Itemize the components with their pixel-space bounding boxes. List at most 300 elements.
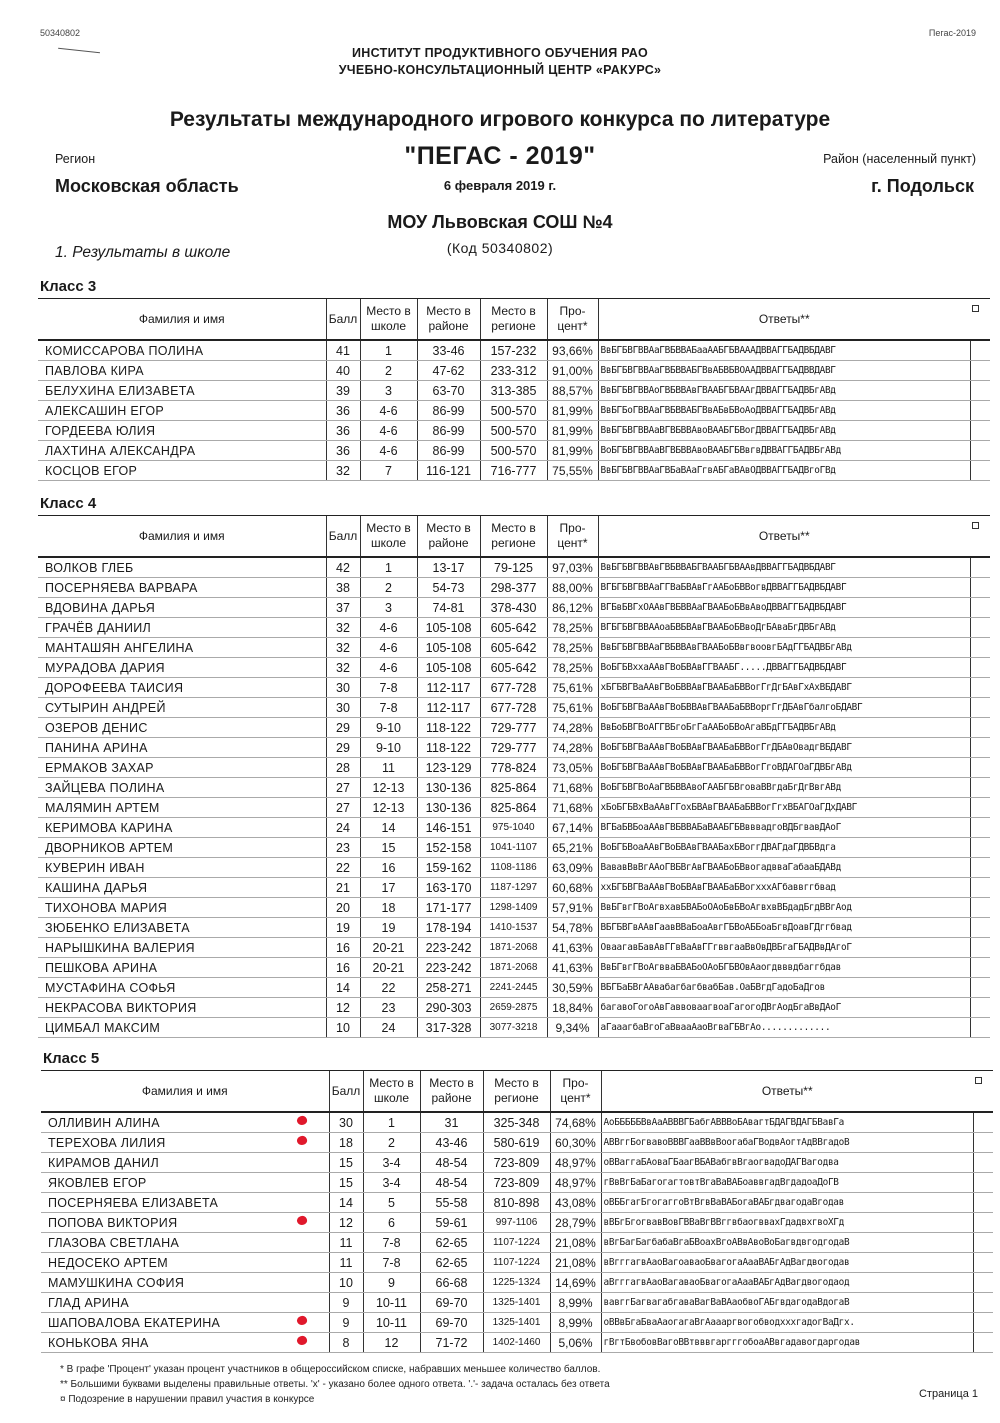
cell-answers: ВвБГБВГВВАвГВБВВАБГВААБГБВААвДВВАГГБАДВБДАВГ	[598, 557, 970, 578]
cell-score: 15	[329, 1153, 363, 1173]
student-name: КЕРИМОВА КАРИНА	[45, 820, 173, 835]
cell-name	[38, 798, 326, 818]
cell-school-place: 2	[360, 361, 417, 381]
cell-school-place: 10-11	[363, 1293, 420, 1313]
cell-suspicion	[970, 658, 990, 678]
cell-answers: вавггБагвагабгаваВагВаВАаобвоГАБгвдагодаВдогаВ	[601, 1293, 973, 1313]
class-5-title: Класс 5	[43, 1050, 100, 1067]
cell-district-place: 55-58	[420, 1193, 483, 1213]
cell-district-place: 290-303	[417, 998, 480, 1018]
cell-suspicion	[970, 918, 990, 938]
cell-score: 41	[326, 340, 360, 361]
cell-answers: АоБББББВвАаАВВВГБабгАВВВоБАвагтБДАГВДАГБВавГа	[601, 1112, 973, 1133]
cell-answers: оВББгагБгогаггоВтВгвВаВАБогаВАБгдвагодаВгодав	[601, 1193, 973, 1213]
cell-name	[38, 818, 326, 838]
cell-region-place: 677-728	[480, 678, 547, 698]
cell-school-place: 1	[360, 340, 417, 361]
cell-answers: хБоБГБВхВаААвГГохБВАвГВААБаБВВогГгхВБАГОаГДхДАВГ	[598, 798, 970, 818]
cell-score: 16	[326, 938, 360, 958]
cell-school-place: 4-6	[360, 401, 417, 421]
column-header-percent: Про-цент*	[550, 1071, 601, 1113]
cell-percent: 63,09%	[547, 858, 598, 878]
cell-score: 10	[326, 1018, 360, 1038]
student-name: ЛАХТИНА АЛЕКСАНДРА	[45, 443, 196, 458]
cell-district-place: 163-170	[417, 878, 480, 898]
cell-name	[38, 381, 326, 401]
cell-district-place: 86-99	[417, 441, 480, 461]
cell-suspicion	[973, 1233, 993, 1253]
cell-score: 18	[329, 1133, 363, 1153]
cell-district-place: 47-62	[417, 361, 480, 381]
cell-suspicion	[970, 1018, 990, 1038]
table-row	[38, 998, 990, 1018]
student-name: КОМИССАРОВА ПОЛИНА	[45, 343, 204, 358]
table-row	[41, 1293, 993, 1313]
cell-school-place: 12-13	[360, 798, 417, 818]
cell-score: 15	[329, 1173, 363, 1193]
footnote-percent: * В графе 'Процент' указан процент участников в общероссийском списке, набравших меньшее количество баллов.	[60, 1364, 601, 1375]
cell-name	[41, 1133, 329, 1153]
cell-district-place: 86-99	[417, 421, 480, 441]
cell-region-place: 605-642	[480, 618, 547, 638]
table-row	[41, 1273, 993, 1293]
column-header-school-place: Место в школе	[363, 1071, 420, 1113]
cell-score: 40	[326, 361, 360, 381]
cell-percent: 48,97%	[550, 1173, 601, 1193]
cell-district-place: 62-65	[420, 1253, 483, 1273]
cell-answers: ВГБаБВБоаААвГВБВВАБаВААБГБВвввадгоВДБгвавДАоГ	[598, 818, 970, 838]
cell-name	[41, 1293, 329, 1313]
cell-name	[41, 1313, 329, 1333]
cell-score: 32	[326, 461, 360, 481]
cell-district-place: 159-162	[417, 858, 480, 878]
column-header-school-place: Место в школе	[360, 299, 417, 341]
student-name: КИРАМОВ ДАНИЛ	[48, 1155, 159, 1170]
cell-answers: вВгБагБагбабаВгаБВоахВгоАВвАвоВоБагвдвгодгодаВ	[601, 1233, 973, 1253]
cell-suspicion	[973, 1293, 993, 1313]
column-header-name: Фамилия и имя	[41, 1071, 329, 1113]
cell-name	[38, 658, 326, 678]
cell-region-place: 1325-1401	[483, 1313, 550, 1333]
student-name: МАМУШКИНА СОФИЯ	[48, 1275, 185, 1290]
cell-district-place: 69-70	[420, 1293, 483, 1313]
cell-school-place: 19	[360, 918, 417, 938]
cell-region-place: 729-777	[480, 738, 547, 758]
cell-region-place: 1410-1537	[480, 918, 547, 938]
cell-name	[38, 978, 326, 998]
cell-name	[38, 698, 326, 718]
cell-region-place: 1298-1409	[480, 898, 547, 918]
cell-region-place: 810-898	[483, 1193, 550, 1213]
student-name: ДОРОФЕЕВА ТАИСИЯ	[45, 680, 184, 695]
cell-district-place: 33-46	[417, 340, 480, 361]
cell-score: 8	[329, 1333, 363, 1353]
cell-score: 12	[329, 1213, 363, 1233]
student-name: КУВЕРИН ИВАН	[45, 860, 145, 875]
cell-region-place: 233-312	[480, 361, 547, 381]
table-row	[38, 958, 990, 978]
student-name: ЗАЙЦЕВА ПОЛИНА	[45, 780, 165, 795]
student-name: НЕДОСЕКО АРТЕМ	[48, 1255, 168, 1270]
district-label: Район (населенный пункт)	[823, 152, 976, 166]
region-value: Московская область	[55, 176, 239, 196]
cell-suspicion	[970, 718, 990, 738]
cell-name	[38, 918, 326, 938]
cell-school-place: 15	[360, 838, 417, 858]
cell-school-place: 7-8	[363, 1233, 420, 1253]
cell-score: 36	[326, 401, 360, 421]
cell-school-place: 7	[360, 461, 417, 481]
cell-score: 36	[326, 441, 360, 461]
cell-name	[38, 998, 326, 1018]
cell-percent: 48,97%	[550, 1153, 601, 1173]
cell-school-place: 24	[360, 1018, 417, 1038]
cell-region-place: 1225-1324	[483, 1273, 550, 1293]
cell-suspicion	[970, 618, 990, 638]
cell-suspicion	[970, 858, 990, 878]
cell-region-place: 605-642	[480, 658, 547, 678]
cell-score: 37	[326, 598, 360, 618]
cell-school-place: 3-4	[363, 1153, 420, 1173]
cell-percent: 41,63%	[547, 938, 598, 958]
table-row	[38, 340, 990, 361]
cell-percent: 41,63%	[547, 958, 598, 978]
cell-name	[38, 758, 326, 778]
cell-percent: 74,28%	[547, 718, 598, 738]
table-row	[41, 1233, 993, 1253]
cell-percent: 60,68%	[547, 878, 598, 898]
cell-answers: ВоБГБВхxаААвГВоБВАвГГВААБГ.....ДВВАГГБАДВБДАВГ	[598, 658, 970, 678]
cell-name	[38, 678, 326, 698]
cell-percent: 88,57%	[547, 381, 598, 401]
cell-suspicion	[970, 381, 990, 401]
cell-answers: ВГБГБВГВВАаГГВаБВАвГгААБоБВВогвДВВАГГБАДВБДАВГ	[598, 578, 970, 598]
cell-district-place: 66-68	[420, 1273, 483, 1293]
cell-region-place: 729-777	[480, 718, 547, 738]
student-name: ЗЮБЕНКО ЕЛИЗАВЕТА	[45, 920, 190, 935]
table-row	[38, 421, 990, 441]
student-name: ПОПОВА ВИКТОРИЯ	[48, 1215, 178, 1230]
table-row	[38, 381, 990, 401]
cell-region-place: 1107-1224	[483, 1253, 550, 1273]
cell-percent: 74,28%	[547, 738, 598, 758]
cell-name	[38, 401, 326, 421]
student-name: ТИХОНОВА МАРИЯ	[45, 900, 168, 915]
table-row	[38, 758, 990, 778]
cell-region-place: 997-1106	[483, 1213, 550, 1233]
document-code: 50340802	[40, 28, 81, 38]
table-row	[38, 1018, 990, 1038]
student-name: ДВОРНИКОВ АРТЕМ	[45, 840, 174, 855]
cell-answers: ВвБГвгГВоАгвхавБВАБоОАоБвБВоАгвхвВБдадБгдВВгАод	[598, 898, 970, 918]
table-row	[38, 557, 990, 578]
student-name: ПАНИНА АРИНА	[45, 740, 148, 755]
cell-name	[38, 557, 326, 578]
table-row	[38, 658, 990, 678]
cell-suspicion	[970, 738, 990, 758]
table-row	[38, 361, 990, 381]
cell-school-place: 7-8	[360, 698, 417, 718]
cell-suspicion	[970, 838, 990, 858]
cell-score: 30	[326, 678, 360, 698]
cell-name	[41, 1213, 329, 1233]
cell-district-place: 31	[420, 1112, 483, 1133]
cell-school-place: 2	[363, 1133, 420, 1153]
student-name: ПОСЕРНЯЕВА ВАРВАРА	[45, 580, 198, 595]
cell-suspicion	[973, 1153, 993, 1173]
cell-school-place: 11	[360, 758, 417, 778]
table-row	[38, 578, 990, 598]
cell-percent: 78,25%	[547, 638, 598, 658]
cell-score: 9	[329, 1313, 363, 1333]
cell-suspicion	[973, 1253, 993, 1273]
table-row	[38, 678, 990, 698]
cell-answers: ххБГБВГВаААвГВоБВАвГВААБаБВогхххАГбаввггбвад	[598, 878, 970, 898]
cell-answers: ВвБГБВГВВАаГВБаВАаГгвАБГаВАвОДВВАГГБАДВгоГВд	[598, 461, 970, 481]
cell-name	[38, 578, 326, 598]
cell-score: 32	[326, 638, 360, 658]
class-4-table	[38, 515, 990, 1038]
cell-score: 24	[326, 818, 360, 838]
institute-name: ИНСТИТУТ ПРОДУКТИВНОГО ОБУЧЕНИЯ РАО	[352, 46, 648, 60]
cell-region-place: 677-728	[480, 698, 547, 718]
column-header-region-place: Место в регионе	[480, 299, 547, 341]
student-name: МУРАДОВА ДАРИЯ	[45, 660, 165, 675]
cell-district-place: 171-177	[417, 898, 480, 918]
cell-answers: гВвВгБаБагогагтовтВгаВаВАБоаввгадВгдадоаДоГВ	[601, 1173, 973, 1193]
cell-district-place: 130-136	[417, 798, 480, 818]
cell-district-place: 223-242	[417, 958, 480, 978]
cell-school-place: 4-6	[360, 618, 417, 638]
cell-score: 12	[326, 998, 360, 1018]
student-name: КОНЬКОВА ЯНА	[48, 1335, 149, 1350]
column-header-district-place: Место в районе	[417, 516, 480, 558]
student-name: ГРАЧЁВ ДАНИИЛ	[45, 620, 152, 635]
cell-suspicion	[970, 638, 990, 658]
cell-school-place: 4-6	[360, 421, 417, 441]
table-row	[38, 978, 990, 998]
cell-answers: ВвБГБВГВВАаГВБВВАБГВвАБВБВОААДВВАГГБАДВВДАВГ	[598, 361, 970, 381]
column-header-district-place: Место в районе	[417, 299, 480, 341]
cell-region-place: 3077-3218	[480, 1018, 547, 1038]
cell-suspicion	[973, 1273, 993, 1293]
cell-school-place: 1	[363, 1112, 420, 1133]
table-row	[41, 1253, 993, 1273]
cell-percent: 81,99%	[547, 401, 598, 421]
cell-percent: 81,99%	[547, 421, 598, 441]
table-row	[41, 1133, 993, 1153]
cell-score: 39	[326, 381, 360, 401]
cell-answers: вВгггагвАаоВагоаваоБвагогаАааВАБгАдВагдвогодав	[601, 1253, 973, 1273]
cell-school-place: 7-8	[360, 678, 417, 698]
cell-percent: 9,34%	[547, 1018, 598, 1038]
cell-answers: ВвБоБВГВоАГГВБгоБгГаААБоБВоАгаВБдГГБАДВБгАВд	[598, 718, 970, 738]
student-name: ОЛЛИВИН АЛИНА	[48, 1115, 160, 1130]
cell-score: 10	[329, 1273, 363, 1293]
cell-district-place: 112-117	[417, 698, 480, 718]
cell-percent: 54,78%	[547, 918, 598, 938]
cell-district-place: 74-81	[417, 598, 480, 618]
cell-suspicion	[973, 1213, 993, 1233]
cell-score: 22	[326, 858, 360, 878]
cell-score: 30	[326, 698, 360, 718]
cell-name	[41, 1112, 329, 1133]
cell-region-place: 723-809	[483, 1153, 550, 1173]
cell-suspicion	[970, 578, 990, 598]
cell-answers: ВвБГБВГВВАоГВБВВАвГВААБГБВААгДВВАГГБАДВБгАВд	[598, 381, 970, 401]
cell-name	[38, 858, 326, 878]
contest-date: 6 февраля 2019 г.	[443, 178, 557, 193]
cell-name	[38, 340, 326, 361]
column-header-answers: Ответы**	[601, 1071, 973, 1113]
student-name: ЕРМАКОВ ЗАХАР	[45, 760, 154, 775]
cell-score: 42	[326, 557, 360, 578]
cell-answers: хБГБВГВаААвГВоБВВАвГВААБаБВВогГгДгБАвГхАхВБДАВГ	[598, 678, 970, 698]
cell-answers: АВВггБогвавоВВВГааВВвВоогабаГВодвАогтАдВВгадоВ	[601, 1133, 973, 1153]
region-label: Регион	[55, 152, 96, 166]
cell-suspicion	[970, 778, 990, 798]
center-name: УЧЕБНО-КОНСУЛЬТАЦИОННЫЙ ЦЕНТР «РАКУРС»	[338, 63, 662, 77]
student-name: ЯКОВЛЕВ ЕГОР	[48, 1175, 147, 1190]
cell-district-place: 48-54	[420, 1153, 483, 1173]
cell-percent: 30,59%	[547, 978, 598, 998]
cell-district-place: 105-108	[417, 658, 480, 678]
cell-percent: 8,99%	[550, 1293, 601, 1313]
cell-score: 30	[329, 1112, 363, 1133]
cell-suspicion	[970, 978, 990, 998]
cell-answers: ВГБвБВГхОААвГВБВВАаГВААБоБВвАвоДВВАГГБАДВБДАВГ	[598, 598, 970, 618]
cell-suspicion	[970, 340, 990, 361]
table-row	[41, 1213, 993, 1233]
cell-school-place: 20-21	[360, 938, 417, 958]
cell-school-place: 3	[360, 598, 417, 618]
cell-answers: ВБГБВГвААвГаавВВаБоаАвгГБВоАББоаБгвДоавГДггбвад	[598, 918, 970, 938]
cell-percent: 86,12%	[547, 598, 598, 618]
cell-name	[38, 778, 326, 798]
suspicion-column-header	[970, 516, 990, 558]
cell-suspicion	[973, 1333, 993, 1353]
district-value: г. Подольск	[871, 176, 974, 196]
column-header-district-place: Место в районе	[420, 1071, 483, 1113]
cell-percent: 91,00%	[547, 361, 598, 381]
student-name: КОСЦОВ ЕГОР	[45, 463, 138, 478]
cell-percent: 57,91%	[547, 898, 598, 918]
cell-district-place: 112-117	[417, 678, 480, 698]
column-header-answers: Ответы**	[598, 516, 970, 558]
cell-name	[41, 1273, 329, 1293]
cell-percent: 21,08%	[550, 1233, 601, 1253]
cell-percent: 28,79%	[550, 1213, 601, 1233]
student-name: МАНТАШЯН АНГЕЛИНА	[45, 640, 194, 655]
cell-percent: 75,55%	[547, 461, 598, 481]
cell-answers: ВвБГБВГВВАаГВБВВАБааААБГБВАААДВВАГГБАДВБДАВГ	[598, 340, 970, 361]
cell-score: 27	[326, 778, 360, 798]
student-name: МУСТАФИНА СОФЬЯ	[45, 980, 176, 995]
cell-score: 38	[326, 578, 360, 598]
cell-answers: ВававВвВгААоГВБВгАвГВААБоБВвогадвваГабааБДАВд	[598, 858, 970, 878]
table-row	[38, 461, 990, 481]
cell-name	[38, 618, 326, 638]
page-number: Страница 1	[918, 1388, 978, 1400]
column-header-percent: Про-цент*	[547, 516, 598, 558]
cell-score: 20	[326, 898, 360, 918]
cell-region-place: 825-864	[480, 798, 547, 818]
cell-region-place: 716-777	[480, 461, 547, 481]
suspicion-marker-icon	[972, 305, 979, 312]
column-header-school-place: Место в школе	[360, 516, 417, 558]
table-row	[38, 878, 990, 898]
cell-name	[38, 938, 326, 958]
section-title: 1. Результаты в школе	[55, 244, 231, 261]
cell-name	[38, 361, 326, 381]
student-name: ГЛАД АРИНА	[48, 1295, 129, 1310]
cell-score: 28	[326, 758, 360, 778]
cell-district-place: 43-46	[420, 1133, 483, 1153]
column-header-name: Фамилия и имя	[38, 516, 326, 558]
table-row	[38, 598, 990, 618]
cell-suspicion	[970, 461, 990, 481]
cell-suspicion	[973, 1133, 993, 1153]
cell-region-place: 605-642	[480, 638, 547, 658]
cell-school-place: 12	[363, 1333, 420, 1353]
student-name: АЛЕКСАШИН ЕГОР	[45, 403, 164, 418]
cell-answers: ВоБГБВГВоАаГВБВВАвоГААБГБВговаВВгдаБгДгВвгАВд	[598, 778, 970, 798]
student-name: ПЕШКОВА АРИНА	[45, 960, 158, 975]
cell-name	[41, 1233, 329, 1253]
table-row	[41, 1173, 993, 1193]
cell-district-place: 13-17	[417, 557, 480, 578]
cell-region-place: 1107-1224	[483, 1233, 550, 1253]
cell-score: 21	[326, 878, 360, 898]
student-name: МАЛЯМИН АРТЕМ	[45, 800, 160, 815]
cell-suspicion	[970, 401, 990, 421]
cell-district-place: 130-136	[417, 778, 480, 798]
table-row	[38, 858, 990, 878]
cell-region-place: 298-377	[480, 578, 547, 598]
cell-school-place: 3	[360, 381, 417, 401]
table-row	[38, 401, 990, 421]
cell-percent: 71,68%	[547, 778, 598, 798]
cell-region-place: 2659-2875	[480, 998, 547, 1018]
cell-percent: 71,68%	[547, 798, 598, 818]
cell-answers: ВоБГБВГВВАаВГВБВВАвоВААБГБВвгвДВВАГГБАДВБгАВд	[598, 441, 970, 461]
cell-answers: ВБГБаБВгААвабагбагбвабБав.ОаБВгдГадоБаДгов	[598, 978, 970, 998]
cell-district-place: 123-129	[417, 758, 480, 778]
table-row	[38, 738, 990, 758]
student-name: СУТЫРИН АНДРЕЙ	[45, 700, 166, 715]
cell-district-place: 86-99	[417, 401, 480, 421]
cell-suspicion	[970, 818, 990, 838]
cell-percent: 60,30%	[550, 1133, 601, 1153]
cell-suspicion	[970, 557, 990, 578]
cell-name	[38, 958, 326, 978]
contest-code: Пегас-2019	[928, 28, 976, 38]
cell-score: 11	[329, 1253, 363, 1273]
cell-name	[38, 1018, 326, 1038]
cell-answers: ВоБГБВГВаААвГВоБВВАвГВААБаБВВоргГгДБАвГбалгоБДАВГ	[598, 698, 970, 718]
cell-school-place: 16	[360, 858, 417, 878]
cell-district-place: 152-158	[417, 838, 480, 858]
cell-district-place: 317-328	[417, 1018, 480, 1038]
cell-district-place: 258-271	[417, 978, 480, 998]
cell-answers: ВвБГБВГВВАаВГВБВВАвоВААБГБВогДВВАГГБАДВБгАВд	[598, 421, 970, 441]
cell-district-place: 118-122	[417, 718, 480, 738]
cell-school-place: 6	[363, 1213, 420, 1233]
student-name: НЕКРАСОВА ВИКТОРИЯ	[45, 1000, 197, 1015]
cell-answers: ВоБГБВГВаААвГВоБВАвГВААБаБВВогГгДБАвОвадгВБДАВГ	[598, 738, 970, 758]
contest-name: "ПЕГАС - 2019"	[404, 142, 596, 170]
cell-score: 27	[326, 798, 360, 818]
